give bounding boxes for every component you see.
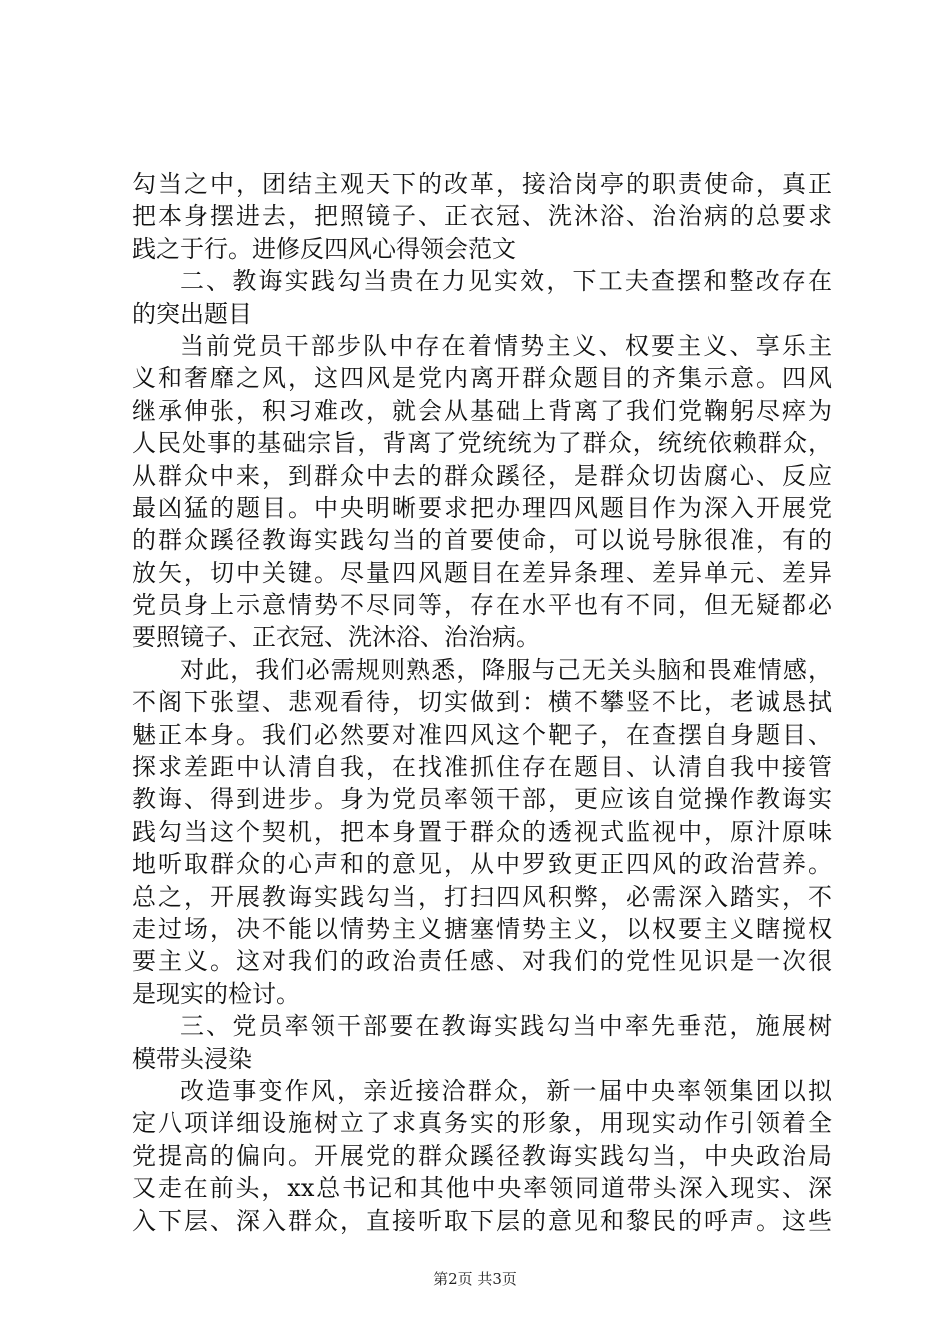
text-line: 对此，我们必需规则熟悉，降服与己无关头脑和畏难情感， (180, 655, 832, 684)
text-line: 继承伸张，积习难改，就会从基础上背离了我们党鞠躬尽瘁为 (132, 396, 832, 425)
text-line: 的群众蹊径教诲实践勾当的首要使命，可以说号脉很准，有的 (132, 526, 832, 555)
text-line: 走过场，决不能以情势主义搪塞情势主义，以权要主义瞎搅权 (132, 914, 832, 943)
text-line: 的突出题目 (132, 299, 252, 328)
text-line: 放矢，切中关键。尽量四风题目在差异条理、差异单元、差异 (132, 558, 832, 587)
text-line: 勾当之中，团结主观天下的改革，接洽岗亭的职责使命，真正 (132, 170, 832, 198)
text-line: 是现实的检讨。 (132, 979, 300, 1008)
text-line: 从群众中来，到群众中去的群众蹊径，是群众切齿腐心、反应 (132, 461, 832, 490)
text-line: 魅正本身。我们必然要对准四风这个靶子，在查摆自身题目、 (132, 720, 832, 749)
text-line: 探求差距中认清自我，在找准抓住存在题目、认清自我中接管 (132, 753, 832, 782)
text-line: 又走在前头，xx总书记和其他中央率领同道带头深入现实、深 (132, 1174, 832, 1203)
text-line: 入下层、深入群众，直接听取下层的意见和黎民的呼声。这些 (132, 1206, 832, 1235)
text-line: 当前党员干部步队中存在着情势主义、权要主义、享乐主 (180, 331, 832, 360)
text-line: 定八项详细设施树立了求真务实的形象，用现实动作引领着全 (132, 1109, 832, 1138)
text-line: 总之，开展教诲实践勾当，打扫四风积弊，必需深入踏实，不 (132, 882, 832, 911)
text-line: 把本身摆进去，把照镜子、正衣冠、洗沐浴、治治病的总要求 (132, 202, 832, 231)
document-body (132, 168, 832, 1237)
text-line: 二、教诲实践勾当贵在力见实效，下工夫查摆和整改存在 (180, 267, 832, 296)
text-line: 要主义。这对我们的政治责任感、对我们的党性见识是一次很 (132, 947, 832, 976)
text-line: 最凶猛的题目。中央明晰要求把办理四风题目作为深入开展党 (132, 493, 832, 522)
text-line: 改造事变作风，亲近接洽群众，新一届中央率领集团以拟 (180, 1076, 832, 1105)
text-line: 践之于行。进修反四风心得领会范文 (132, 234, 516, 263)
text-line: 教诲、得到进步。身为党员率领干部，更应该自觉操作教诲实 (132, 785, 832, 814)
text-line: 践勾当这个契机，把本身置于群众的透视式监视中，原汁原味 (132, 817, 832, 846)
text-line: 要照镜子、正衣冠、洗沐浴、治治病。 (132, 623, 540, 652)
text-line: 地听取群众的心声和的意见，从中罗致更正四风的政治营养。 (132, 850, 832, 879)
text-line: 模带头浸染 (132, 1044, 252, 1073)
page-footer: 第2页 共3页 (433, 1270, 517, 1288)
text-line: 义和奢靡之风，这四风是党内离开群众题目的齐集示意。四风 (132, 364, 832, 393)
text-line: 党提高的偏向。开展党的群众蹊径教诲实践勾当，中央政治局 (132, 1141, 832, 1170)
text-line: 不阁下张望、悲观看待，切实做到：横不攀竖不比，老诚恳拭 (132, 688, 832, 717)
text-line: 党员身上示意情势不尽同等，存在水平也有不同，但无疑都必 (132, 591, 832, 620)
text-line: 三、党员率领干部要在教诲实践勾当中率先垂范，施展树 (180, 1012, 832, 1041)
text-line: 人民处事的基础宗旨，背离了党统统为了群众，统统依赖群众， (132, 429, 832, 458)
